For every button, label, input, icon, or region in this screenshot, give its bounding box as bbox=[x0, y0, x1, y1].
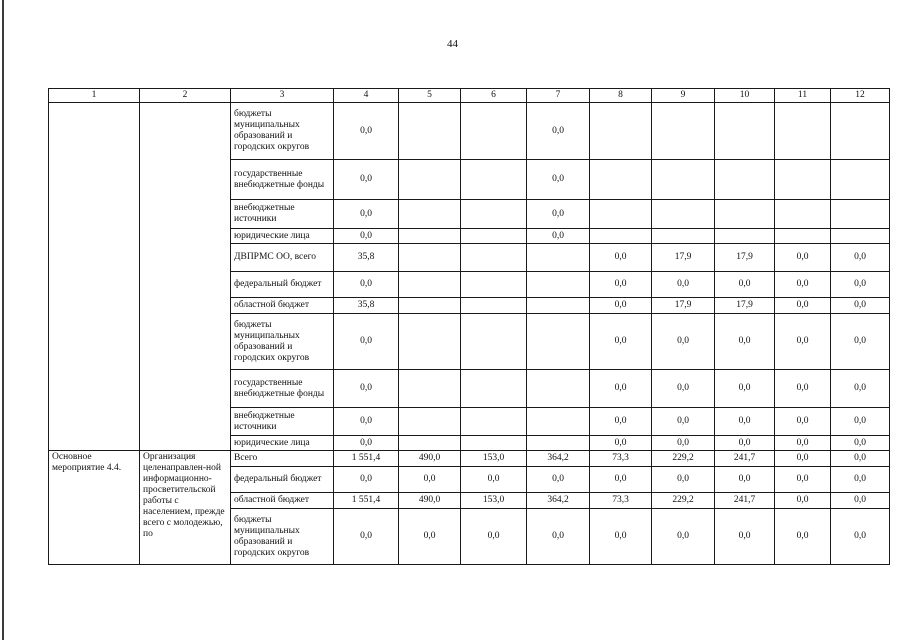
value-cell: 17,9 bbox=[715, 298, 775, 314]
value-cell: 0,0 bbox=[334, 200, 399, 229]
value-cell: 0,0 bbox=[652, 272, 715, 298]
value-cell bbox=[399, 160, 461, 200]
funding-source-cell: Всего bbox=[231, 451, 334, 467]
funding-source-cell: областной бюджет bbox=[231, 493, 334, 509]
value-cell: 0,0 bbox=[527, 467, 590, 493]
value-cell: 35,8 bbox=[334, 244, 399, 272]
value-cell bbox=[527, 244, 590, 272]
value-cell: 73,3 bbox=[590, 451, 652, 467]
value-cell: 153,0 bbox=[461, 451, 527, 467]
value-cell: 0,0 bbox=[775, 298, 831, 314]
value-cell bbox=[399, 229, 461, 244]
value-cell: 0,0 bbox=[527, 103, 590, 160]
value-cell bbox=[399, 244, 461, 272]
value-cell: 0,0 bbox=[334, 160, 399, 200]
value-cell bbox=[715, 160, 775, 200]
value-cell bbox=[461, 229, 527, 244]
value-cell: 0,0 bbox=[715, 467, 775, 493]
value-cell bbox=[652, 200, 715, 229]
funding-source-cell: государственные внебюджетные фонды bbox=[231, 160, 334, 200]
value-cell bbox=[399, 200, 461, 229]
value-cell: 0,0 bbox=[652, 370, 715, 408]
value-cell bbox=[715, 200, 775, 229]
value-cell: 0,0 bbox=[334, 467, 399, 493]
value-cell: 0,0 bbox=[775, 244, 831, 272]
value-cell bbox=[775, 103, 831, 160]
value-cell: 0,0 bbox=[775, 272, 831, 298]
value-cell: 17,9 bbox=[652, 244, 715, 272]
funding-source-cell: бюджеты муниципальных образований и городских округов bbox=[231, 509, 334, 565]
value-cell: 1 551,4 bbox=[334, 493, 399, 509]
value-cell bbox=[399, 370, 461, 408]
value-cell: 0,0 bbox=[527, 160, 590, 200]
value-cell bbox=[461, 244, 527, 272]
value-cell bbox=[399, 436, 461, 451]
value-cell bbox=[461, 103, 527, 160]
value-cell bbox=[527, 272, 590, 298]
value-cell: 17,9 bbox=[652, 298, 715, 314]
value-cell bbox=[715, 229, 775, 244]
value-cell bbox=[775, 200, 831, 229]
value-cell: 73,3 bbox=[590, 493, 652, 509]
value-cell bbox=[527, 436, 590, 451]
value-cell bbox=[399, 298, 461, 314]
table-row bbox=[49, 103, 890, 160]
value-cell: 0,0 bbox=[775, 408, 831, 436]
value-cell bbox=[461, 436, 527, 451]
funding-source-cell: бюджеты муниципальных образований и городских округов bbox=[231, 103, 334, 160]
event-cell-empty bbox=[49, 103, 140, 451]
value-cell bbox=[527, 408, 590, 436]
value-cell: 0,0 bbox=[715, 370, 775, 408]
value-cell: 0,0 bbox=[590, 370, 652, 408]
value-cell bbox=[590, 229, 652, 244]
value-cell: 0,0 bbox=[775, 509, 831, 565]
value-cell: 0,0 bbox=[715, 436, 775, 451]
value-cell bbox=[399, 272, 461, 298]
value-cell: 0,0 bbox=[715, 314, 775, 370]
value-cell: 0,0 bbox=[831, 509, 890, 565]
value-cell: 229,2 bbox=[652, 493, 715, 509]
value-cell: 241,7 bbox=[715, 493, 775, 509]
funding-source-cell: федеральный бюджет bbox=[231, 467, 334, 493]
value-cell: 0,0 bbox=[775, 370, 831, 408]
column-number: 11 bbox=[775, 89, 831, 103]
value-cell: 17,9 bbox=[715, 244, 775, 272]
value-cell: 0,0 bbox=[590, 244, 652, 272]
value-cell bbox=[775, 229, 831, 244]
value-cell: 0,0 bbox=[527, 229, 590, 244]
value-cell: 0,0 bbox=[590, 298, 652, 314]
value-cell: 0,0 bbox=[590, 408, 652, 436]
value-cell bbox=[461, 370, 527, 408]
event-name-cell: Основное мероприятие 4.4. bbox=[49, 451, 140, 565]
value-cell bbox=[590, 103, 652, 160]
value-cell: 0,0 bbox=[715, 509, 775, 565]
value-cell bbox=[461, 200, 527, 229]
value-cell: 0,0 bbox=[334, 314, 399, 370]
value-cell: 0,0 bbox=[831, 467, 890, 493]
column-number: 3 bbox=[231, 89, 334, 103]
value-cell bbox=[461, 408, 527, 436]
funding-source-cell: федеральный бюджет bbox=[231, 272, 334, 298]
value-cell bbox=[590, 160, 652, 200]
event-description-cell: Организация целенаправлен-ной информационно-просветительской работы с населением, прежде всего с молодежью, по bbox=[140, 451, 231, 565]
value-cell bbox=[715, 103, 775, 160]
column-number: 8 bbox=[590, 89, 652, 103]
value-cell: 0,0 bbox=[590, 467, 652, 493]
value-cell: 0,0 bbox=[775, 467, 831, 493]
value-cell: 0,0 bbox=[399, 467, 461, 493]
value-cell bbox=[527, 370, 590, 408]
column-number: 4 bbox=[334, 89, 399, 103]
value-cell: 364,2 bbox=[527, 493, 590, 509]
value-cell bbox=[461, 314, 527, 370]
value-cell: 0,0 bbox=[831, 314, 890, 370]
funding-source-cell: внебюджетные источники bbox=[231, 200, 334, 229]
value-cell bbox=[461, 298, 527, 314]
budget-table-wrapper bbox=[48, 88, 890, 565]
value-cell: 0,0 bbox=[652, 408, 715, 436]
funding-source-cell: областной бюджет bbox=[231, 298, 334, 314]
value-cell: 490,0 bbox=[399, 493, 461, 509]
value-cell: 0,0 bbox=[652, 509, 715, 565]
funding-source-cell: бюджеты муниципальных образований и городских округов bbox=[231, 314, 334, 370]
value-cell: 0,0 bbox=[831, 370, 890, 408]
value-cell: 0,0 bbox=[399, 509, 461, 565]
value-cell: 0,0 bbox=[652, 436, 715, 451]
value-cell bbox=[399, 314, 461, 370]
value-cell: 0,0 bbox=[775, 451, 831, 467]
value-cell: 0,0 bbox=[775, 314, 831, 370]
value-cell bbox=[831, 160, 890, 200]
value-cell: 0,0 bbox=[652, 467, 715, 493]
value-cell bbox=[652, 229, 715, 244]
value-cell: 0,0 bbox=[461, 467, 527, 493]
column-number: 6 bbox=[461, 89, 527, 103]
value-cell bbox=[775, 160, 831, 200]
value-cell: 0,0 bbox=[334, 103, 399, 160]
value-cell: 0,0 bbox=[715, 408, 775, 436]
funding-source-cell: государственные внебюджетные фонды bbox=[231, 370, 334, 408]
budget-table bbox=[48, 88, 890, 565]
column-number: 9 bbox=[652, 89, 715, 103]
value-cell bbox=[527, 298, 590, 314]
value-cell: 0,0 bbox=[527, 200, 590, 229]
value-cell: 0,0 bbox=[831, 244, 890, 272]
value-cell bbox=[831, 103, 890, 160]
value-cell bbox=[652, 160, 715, 200]
value-cell: 241,7 bbox=[715, 451, 775, 467]
funding-source-cell: юридические лица bbox=[231, 229, 334, 244]
value-cell bbox=[399, 103, 461, 160]
value-cell: 0,0 bbox=[334, 509, 399, 565]
value-cell: 0,0 bbox=[334, 436, 399, 451]
value-cell: 0,0 bbox=[775, 493, 831, 509]
value-cell bbox=[461, 160, 527, 200]
value-cell: 0,0 bbox=[652, 314, 715, 370]
value-cell: 364,2 bbox=[527, 451, 590, 467]
value-cell: 0,0 bbox=[590, 272, 652, 298]
funding-source-cell: внебюджетные источники bbox=[231, 408, 334, 436]
column-number: 12 bbox=[831, 89, 890, 103]
value-cell: 1 551,4 bbox=[334, 451, 399, 467]
value-cell: 0,0 bbox=[590, 436, 652, 451]
value-cell bbox=[461, 272, 527, 298]
table-row bbox=[49, 451, 890, 467]
value-cell: 0,0 bbox=[831, 298, 890, 314]
funding-source-cell: ДВПРМС ОО, всего bbox=[231, 244, 334, 272]
value-cell: 0,0 bbox=[334, 272, 399, 298]
column-number-row bbox=[49, 89, 890, 103]
value-cell: 0,0 bbox=[527, 509, 590, 565]
value-cell: 229,2 bbox=[652, 451, 715, 467]
column-number: 2 bbox=[140, 89, 231, 103]
value-cell: 0,0 bbox=[334, 370, 399, 408]
value-cell bbox=[652, 103, 715, 160]
value-cell: 0,0 bbox=[831, 493, 890, 509]
description-cell-empty bbox=[140, 103, 231, 451]
value-cell: 0,0 bbox=[831, 451, 890, 467]
page-number: 44 bbox=[447, 38, 458, 50]
value-cell: 0,0 bbox=[715, 272, 775, 298]
value-cell bbox=[399, 408, 461, 436]
value-cell: 0,0 bbox=[775, 436, 831, 451]
value-cell: 35,8 bbox=[334, 298, 399, 314]
column-number: 5 bbox=[399, 89, 461, 103]
value-cell: 0,0 bbox=[334, 408, 399, 436]
column-number: 10 bbox=[715, 89, 775, 103]
value-cell: 0,0 bbox=[831, 436, 890, 451]
funding-source-cell: юридические лица bbox=[231, 436, 334, 451]
value-cell: 0,0 bbox=[590, 314, 652, 370]
value-cell: 0,0 bbox=[831, 272, 890, 298]
value-cell: 0,0 bbox=[461, 509, 527, 565]
scan-left-edge bbox=[2, 0, 4, 640]
value-cell: 0,0 bbox=[590, 509, 652, 565]
value-cell bbox=[831, 229, 890, 244]
column-number: 1 bbox=[49, 89, 140, 103]
value-cell: 0,0 bbox=[334, 229, 399, 244]
value-cell bbox=[590, 200, 652, 229]
value-cell bbox=[527, 314, 590, 370]
value-cell: 0,0 bbox=[831, 408, 890, 436]
column-number: 7 bbox=[527, 89, 590, 103]
value-cell: 153,0 bbox=[461, 493, 527, 509]
value-cell: 490,0 bbox=[399, 451, 461, 467]
value-cell bbox=[831, 200, 890, 229]
